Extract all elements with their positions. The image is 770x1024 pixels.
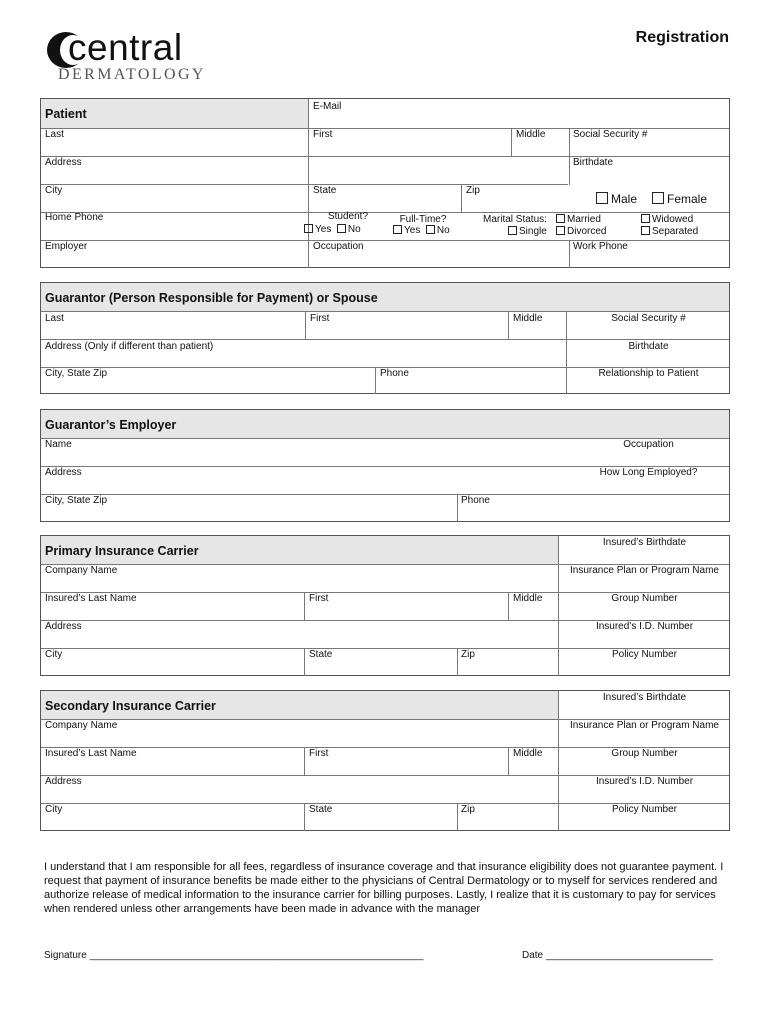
g-ssn-label: Social Security # xyxy=(611,313,686,324)
checkbox-icon xyxy=(641,214,650,223)
p-company-label: Company Name xyxy=(45,565,118,576)
ge-heading: Guarantor’s Employer xyxy=(45,418,177,432)
ge-phone-label: Phone xyxy=(461,495,490,506)
g-relationship-label: Relationship to Patient xyxy=(598,368,699,379)
s-address-label: Address xyxy=(45,776,82,787)
separated-label: Separated xyxy=(652,226,699,237)
primary-insurance-section xyxy=(40,535,730,676)
p-city-label: City xyxy=(45,649,63,660)
fulltime-no-label: No xyxy=(436,225,450,236)
s-state-label: State xyxy=(309,804,333,815)
p-plan-label: Insurance Plan or Program Name xyxy=(570,565,719,576)
patient-section xyxy=(40,98,730,268)
date-field[interactable] xyxy=(522,950,713,961)
address-label: Address xyxy=(45,157,82,168)
s-group-label: Group Number xyxy=(611,748,678,759)
p-zip-label: Zip xyxy=(461,649,475,660)
ge-how-long-label: How Long Employed? xyxy=(599,467,698,478)
single-label: Single xyxy=(519,226,547,237)
s-city-label: City xyxy=(45,804,63,815)
date-line: ______________________________ xyxy=(545,950,713,961)
email-label: E-Mail xyxy=(313,101,342,112)
student-label: Student? xyxy=(327,211,369,222)
signature-label: Signature xyxy=(44,950,87,961)
guarantor-heading: Guarantor (Person Responsible for Payment) or Spouse xyxy=(45,291,378,305)
g-first-label: First xyxy=(310,313,330,324)
single-option[interactable] xyxy=(508,226,547,237)
fulltime-yes-label: Yes xyxy=(404,225,421,236)
fulltime-no-checkbox[interactable] xyxy=(426,225,435,234)
p-policy-label: Policy Number xyxy=(611,649,678,660)
p-state-label: State xyxy=(309,649,333,660)
fulltime-yes-checkbox[interactable] xyxy=(393,225,402,234)
female-checkbox[interactable] xyxy=(652,192,707,206)
g-birthdate-label: Birthdate xyxy=(628,341,669,352)
divorced-option[interactable] xyxy=(556,226,606,237)
p-insured-id-label: Insured’s I.D. Number xyxy=(595,621,694,632)
employer-label: Employer xyxy=(45,241,88,252)
middle-label: Middle xyxy=(516,129,546,140)
p-first-label: First xyxy=(309,593,329,604)
secondary-heading: Secondary Insurance Carrier xyxy=(45,699,216,713)
checkbox-icon xyxy=(652,192,664,204)
page-title: Registration xyxy=(635,29,729,46)
logo-brand-word: central xyxy=(68,27,183,68)
s-zip-label: Zip xyxy=(461,804,475,815)
male-label: Male xyxy=(611,192,638,206)
signature-field[interactable] xyxy=(44,950,423,961)
fulltime-options xyxy=(393,225,450,236)
p-middle-label: Middle xyxy=(513,593,543,604)
work-phone-label: Work Phone xyxy=(573,241,628,252)
checkbox-icon xyxy=(556,214,565,223)
married-label: Married xyxy=(567,214,601,225)
agreement-text: I understand that I am responsible for all fees, regardless of insurance coverage and that insurance eligibility does not guarantee payment. I request that payment of insurance benefits be made either to the physicians of Central Dermatology or to myself for services rendered and authorize release of medical information to the insurance carrier for billing purposes. Lastly, I realize that it is customary to pay for services when rendered unless other arrangements have been made in advance with the manager xyxy=(44,861,724,915)
s-first-label: First xyxy=(309,748,329,759)
logo xyxy=(44,28,244,84)
p-address-label: Address xyxy=(45,621,82,632)
separated-option[interactable] xyxy=(641,226,698,237)
male-checkbox[interactable] xyxy=(596,192,637,206)
married-option[interactable] xyxy=(556,214,601,225)
home-phone-label: Home Phone xyxy=(45,212,104,223)
signature-line: ____________________________________________________________ xyxy=(89,950,424,961)
g-last-label: Last xyxy=(45,313,64,324)
g-city-label: City, State Zip xyxy=(45,368,108,379)
s-insured-last-label: Insured’s Last Name xyxy=(45,748,137,759)
secondary-insurance-section xyxy=(40,690,730,831)
g-address-label: Address (Only if different than patient) xyxy=(45,341,214,352)
date-label: Date xyxy=(522,950,544,961)
female-label: Female xyxy=(667,192,708,206)
s-company-label: Company Name xyxy=(45,720,118,731)
ge-occupation-label: Occupation xyxy=(623,439,674,450)
ge-city-label: City, State Zip xyxy=(45,495,108,506)
p-group-label: Group Number xyxy=(611,593,678,604)
guarantor-employer-section xyxy=(40,409,730,522)
first-label: First xyxy=(313,129,333,140)
primary-heading: Primary Insurance Carrier xyxy=(45,544,199,558)
divorced-label: Divorced xyxy=(567,226,607,237)
student-no-checkbox[interactable] xyxy=(337,224,346,233)
s-middle-label: Middle xyxy=(513,748,543,759)
checkbox-icon xyxy=(641,226,650,235)
s-insured-birthdate-label: Insured’s Birthdate xyxy=(602,692,687,703)
city-label: City xyxy=(45,185,63,196)
student-options xyxy=(304,224,361,235)
fulltime-label: Full-Time? xyxy=(399,214,447,225)
marital-label: Marital Status: xyxy=(483,214,547,225)
student-no-label: No xyxy=(347,224,361,235)
guarantor-section xyxy=(40,282,730,394)
checkbox-icon xyxy=(556,226,565,235)
ssn-label: Social Security # xyxy=(573,129,648,140)
birthdate-label: Birthdate xyxy=(573,157,614,168)
s-policy-label: Policy Number xyxy=(611,804,678,815)
s-insured-id-label: Insured’s I.D. Number xyxy=(595,776,694,787)
checkbox-icon xyxy=(508,226,517,235)
occupation-label: Occupation xyxy=(313,241,364,252)
g-middle-label: Middle xyxy=(513,313,543,324)
last-label: Last xyxy=(45,129,64,140)
patient-heading: Patient xyxy=(45,107,87,121)
widowed-option[interactable] xyxy=(641,214,693,225)
s-plan-label: Insurance Plan or Program Name xyxy=(570,720,719,731)
logo-sub-word: DERMATOLOGY xyxy=(58,66,206,83)
checkbox-icon xyxy=(596,192,608,204)
zip-label: Zip xyxy=(466,185,480,196)
student-yes-label: Yes xyxy=(315,224,332,235)
p-insured-last-label: Insured’s Last Name xyxy=(45,593,137,604)
student-yes-checkbox[interactable] xyxy=(304,224,313,233)
ge-name-label: Name xyxy=(45,439,72,450)
ge-address-label: Address xyxy=(45,467,82,478)
g-phone-label: Phone xyxy=(380,368,409,379)
p-insured-birthdate-label: Insured’s Birthdate xyxy=(602,537,687,548)
widowed-label: Widowed xyxy=(652,214,694,225)
state-label: State xyxy=(313,185,337,196)
